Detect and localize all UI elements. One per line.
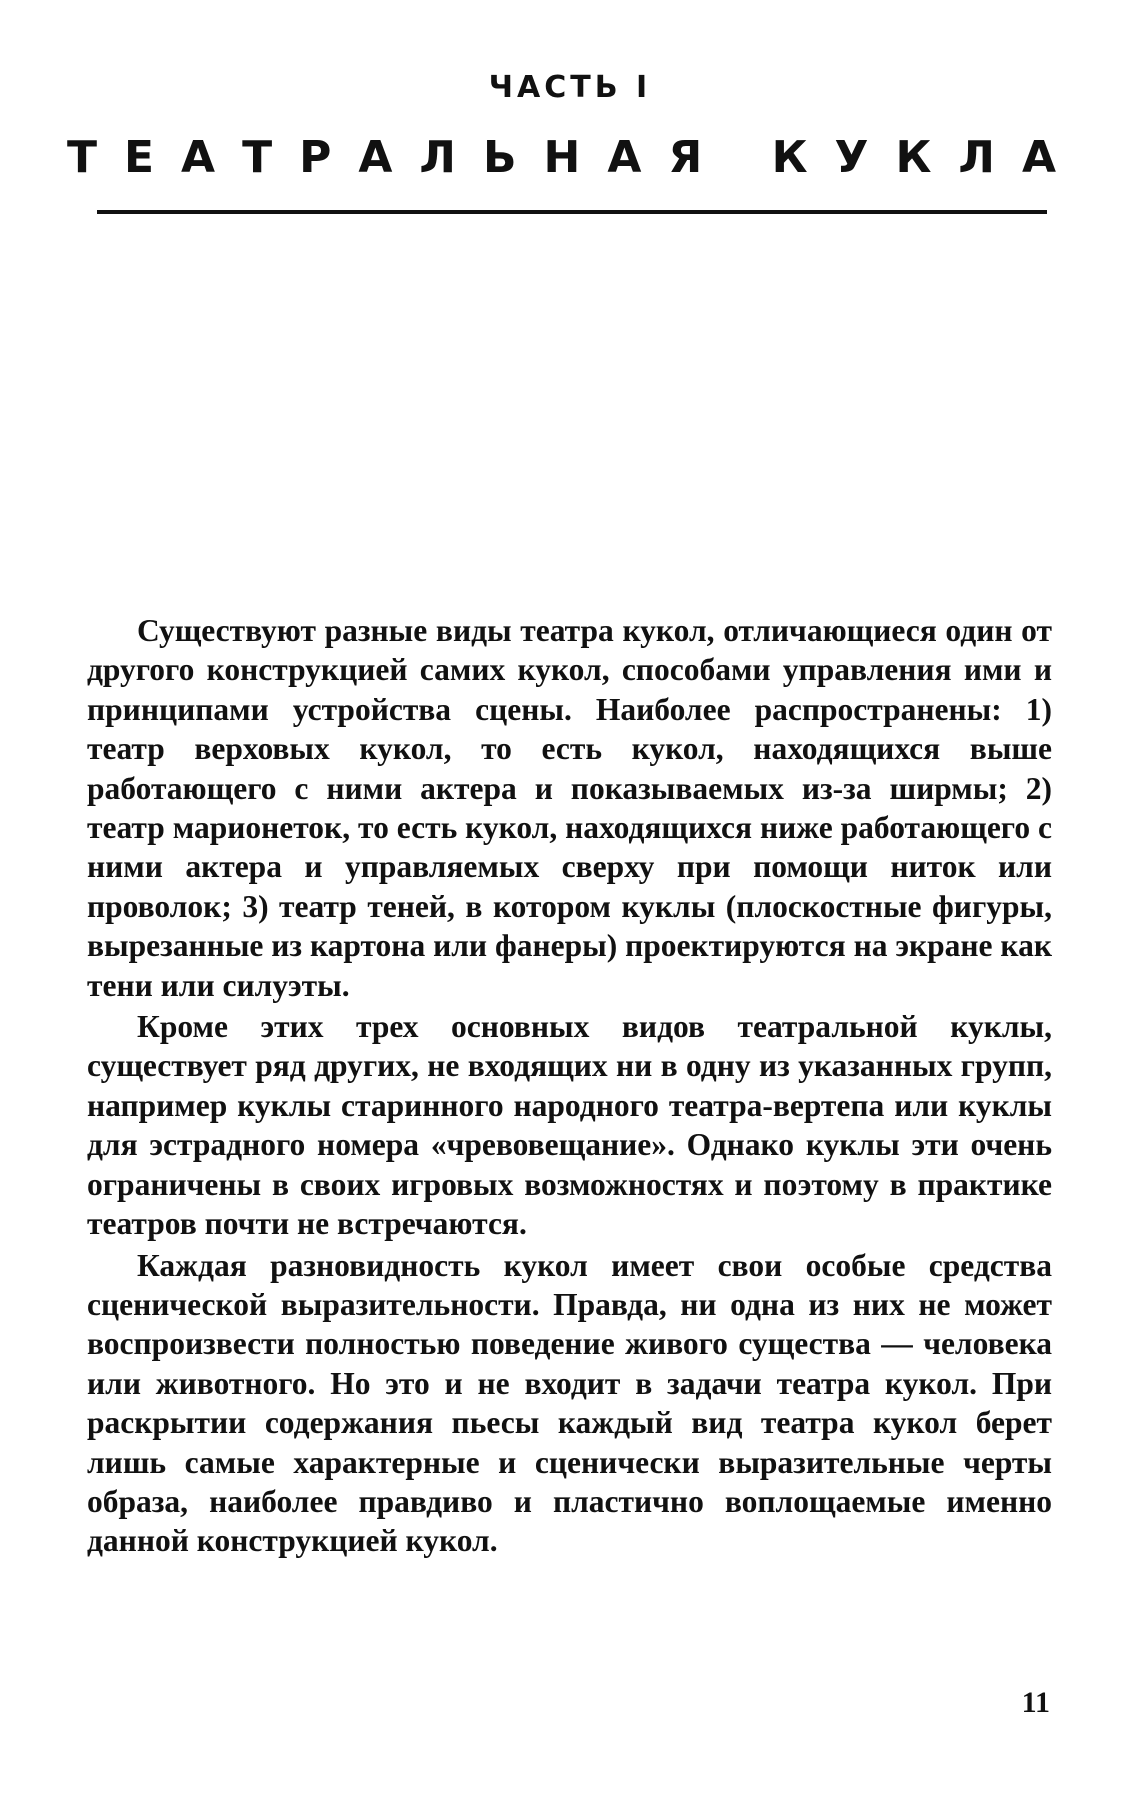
title-divider — [97, 210, 1047, 214]
paragraph-1: Существуют разные виды театра кукол, отличающиеся один от другого конструкцией самих кукол, способами управления ими и принципами устройства сцены. Наиболее распространены: 1) театр верховых кукол, то есть кукол, находящихся выше работающего с ними актера и показываемых из-за ширмы; 2) театр марионеток, то есть кукол, находящихся ниже работающего с ними актера и управляемых сверху при помощи ниток или проволок; 3) театр теней, в котором куклы (плоскостные фигуры, вырезанные из картона или фанеры) проектируются на экране как тени или силуэты. — [87, 613, 1052, 1003]
body-text — [87, 611, 1052, 1561]
part-label: ЧАСТЬ I — [488, 70, 652, 105]
part-title: ТЕАТРАЛЬНАЯ КУКЛА — [66, 132, 1084, 183]
paragraph-3: Каждая разновидность кукол имеет свои особые средства сценической выразительности. Правда, ни одна из них не может воспроизвести полностью поведение живого существа — человека или животного. Но это и не входит в задачи театра кукол. При раскрытии содержания пьесы каждый вид театра кукол берет лишь самые характерные и сценически выразительные черты образа, наиболее правдиво и пластично воплощаемые именно данной конструкцией кукол. — [87, 1247, 1052, 1559]
paragraph-2: Кроме этих трех основных видов театральной куклы, существует ряд других, не входящих ни в одну из указанных групп, например куклы старинного народного театра-вертепа или куклы для эстрадного номера «чревовещание». Однако куклы эти очень ограничены в своих игровых возможностях и поэтому в практике театров почти не встречаются. — [87, 1009, 1052, 1242]
page-number: 11 — [1021, 1686, 1050, 1719]
